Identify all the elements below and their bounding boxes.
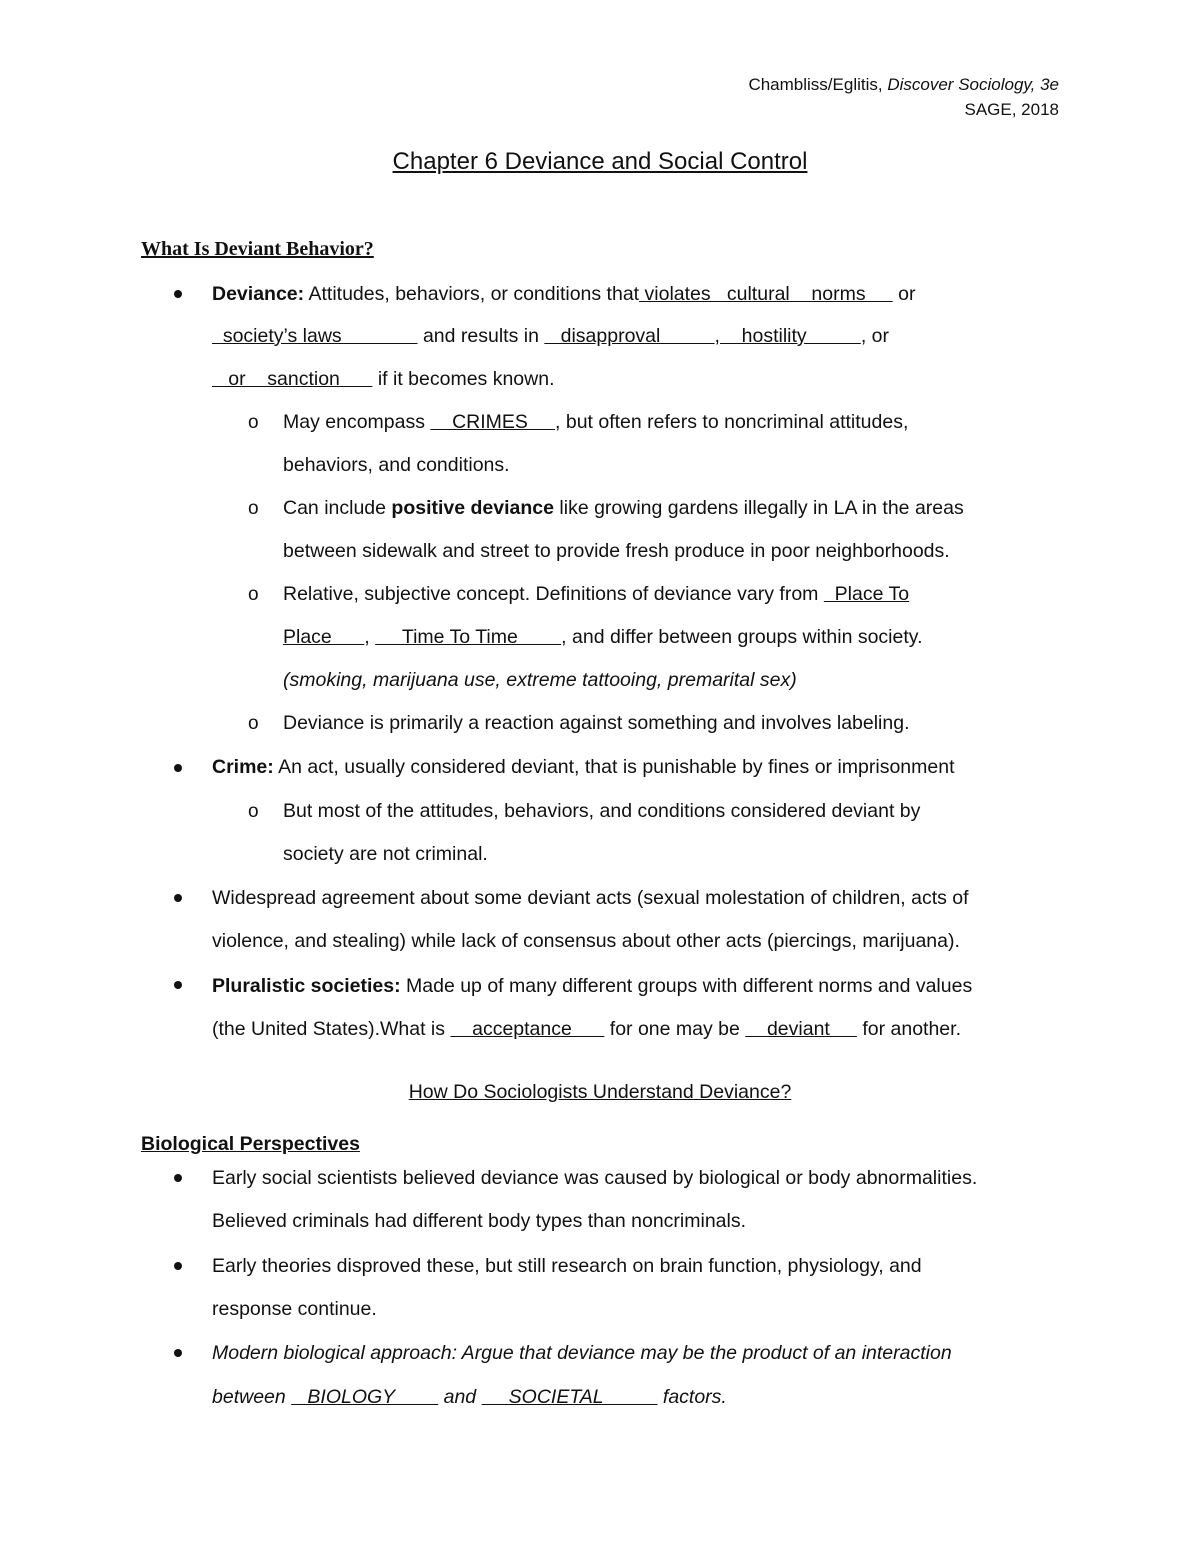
text-span: May encompass bbox=[283, 411, 431, 433]
section-heading-deviant-behavior: What Is Deviant Behavior? bbox=[141, 238, 374, 260]
text-span: An act, usually considered deviant, that is punishable by fines or imprisonment bbox=[273, 756, 955, 778]
crime-sub-line-1: But most of the attitudes, behaviors, and conditions considered deviant by bbox=[283, 800, 921, 822]
fill-blank: disapproval bbox=[544, 325, 715, 347]
page-header bbox=[748, 72, 1059, 122]
pluralistic-line-2 bbox=[212, 1016, 961, 1042]
sub-c-line-3: (smoking, marijuana use, extreme tattooing, premarital sex) bbox=[283, 669, 797, 691]
fill-blank: or sanction bbox=[212, 368, 373, 390]
fill-blank: Place To bbox=[823, 583, 910, 605]
chapter-title: Chapter 6 Deviance and Social Control bbox=[392, 148, 808, 175]
bullet-dot bbox=[174, 1262, 182, 1270]
section-heading-understand-deviance: How Do Sociologists Understand Deviance? bbox=[408, 1081, 792, 1103]
widespread-line-2: violence, and stealing) while lack of consensus about other acts (piercings, marijuana). bbox=[212, 930, 960, 952]
text-span: and results in bbox=[417, 325, 545, 347]
bullet-dot bbox=[174, 764, 182, 772]
fill-blank: acceptance bbox=[450, 1018, 605, 1040]
sub-d-line: Deviance is primarily a reaction against something and involves labeling. bbox=[283, 712, 910, 734]
fill-blank: CRIMES bbox=[430, 411, 556, 433]
fill-blank: society’s laws bbox=[212, 325, 418, 347]
bio-c-line-2 bbox=[212, 1384, 727, 1410]
text-span: like growing gardens illegally in LA in the areas bbox=[553, 497, 964, 519]
header-publisher: SAGE, 2018 bbox=[964, 100, 1059, 119]
text-span: for another. bbox=[856, 1018, 961, 1040]
bio-b-line-1: Early theories disproved these, but still research on brain function, physiology, and bbox=[212, 1255, 922, 1277]
bullet-dot bbox=[174, 1349, 182, 1357]
bio-a-line-2: Believed criminals had different body types than noncriminals. bbox=[212, 1210, 747, 1232]
text-span: , but often refers to noncriminal attitudes, bbox=[555, 411, 909, 433]
fill-blank: deviant bbox=[745, 1018, 857, 1040]
header-line-1 bbox=[748, 72, 1059, 97]
term-positive-deviance: positive deviance bbox=[391, 497, 554, 519]
text-span: , or bbox=[860, 325, 890, 347]
text-span: Made up of many different groups with different norms and values bbox=[400, 975, 973, 997]
header-book-title: Discover Sociology, 3e bbox=[887, 75, 1059, 94]
sub-a-line-2: behaviors, and conditions. bbox=[283, 454, 510, 476]
sub-c-line-2 bbox=[283, 624, 923, 650]
text-span: and bbox=[438, 1386, 482, 1408]
text-span: for one may be bbox=[604, 1018, 746, 1040]
sub-a-line-1 bbox=[283, 409, 908, 435]
fill-blank: hostility bbox=[719, 325, 861, 347]
sub-bullet: o bbox=[248, 412, 259, 433]
sub-bullet: o bbox=[248, 713, 259, 734]
text-span: between bbox=[212, 1386, 292, 1408]
fill-blank: BIOLOGY bbox=[291, 1386, 439, 1408]
term-pluralistic: Pluralistic societies: bbox=[212, 975, 401, 997]
fill-blank: violates cultural norms bbox=[639, 283, 893, 305]
pluralistic-line-1 bbox=[212, 973, 972, 999]
fill-blank: Time To Time bbox=[375, 626, 562, 648]
sub-bullet: o bbox=[248, 584, 259, 605]
deviance-line-1 bbox=[212, 281, 915, 307]
crime-line bbox=[212, 754, 955, 780]
text-span: (the United States).What is bbox=[212, 1018, 451, 1040]
text-span: Attitudes, behaviors, or conditions that bbox=[304, 283, 640, 305]
text-span: factors. bbox=[657, 1386, 727, 1408]
bullet-dot bbox=[174, 894, 182, 902]
crime-sub-line-2: society are not criminal. bbox=[283, 843, 488, 865]
bio-b-line-2: response continue. bbox=[212, 1298, 377, 1320]
bullet-dot bbox=[174, 290, 182, 298]
text-span: or bbox=[892, 283, 916, 305]
fill-blank: SOCIETAL bbox=[481, 1386, 658, 1408]
deviance-line-3 bbox=[212, 366, 555, 392]
sub-bullet: o bbox=[248, 498, 259, 519]
text-span: Relative, subjective concept. Definitions of deviance vary from bbox=[283, 583, 824, 605]
term-crime: Crime: bbox=[212, 756, 274, 778]
term-deviance: Deviance: bbox=[212, 283, 305, 305]
text-span: if it becomes known. bbox=[372, 368, 555, 390]
deviance-line-2 bbox=[212, 323, 889, 349]
sub-c-line-1 bbox=[283, 581, 909, 607]
text-span: Can include bbox=[283, 497, 392, 519]
fill-blank: , bbox=[714, 325, 720, 347]
bio-c-line-1: Modern biological approach: Argue that deviance may be the product of an interaction bbox=[212, 1342, 952, 1364]
bullet-dot bbox=[174, 981, 182, 989]
text-span: , bbox=[364, 626, 376, 648]
text-span: , and differ between groups within society. bbox=[561, 626, 923, 648]
sub-bullet: o bbox=[248, 801, 259, 822]
subsection-heading-biological: Biological Perspectives bbox=[141, 1133, 360, 1155]
fill-blank: Place bbox=[283, 626, 365, 648]
widespread-line-1: Widespread agreement about some deviant acts (sexual molestation of children, acts of bbox=[212, 887, 969, 909]
bullet-dot bbox=[174, 1174, 182, 1182]
sub-b-line-2: between sidewalk and street to provide fresh produce in poor neighborhoods. bbox=[283, 540, 950, 562]
bio-a-line-1: Early social scientists believed deviance was caused by biological or body abnormalities. bbox=[212, 1167, 978, 1189]
sub-b-line-1 bbox=[283, 495, 964, 521]
header-authors: Chambliss/Eglitis, bbox=[748, 75, 883, 94]
